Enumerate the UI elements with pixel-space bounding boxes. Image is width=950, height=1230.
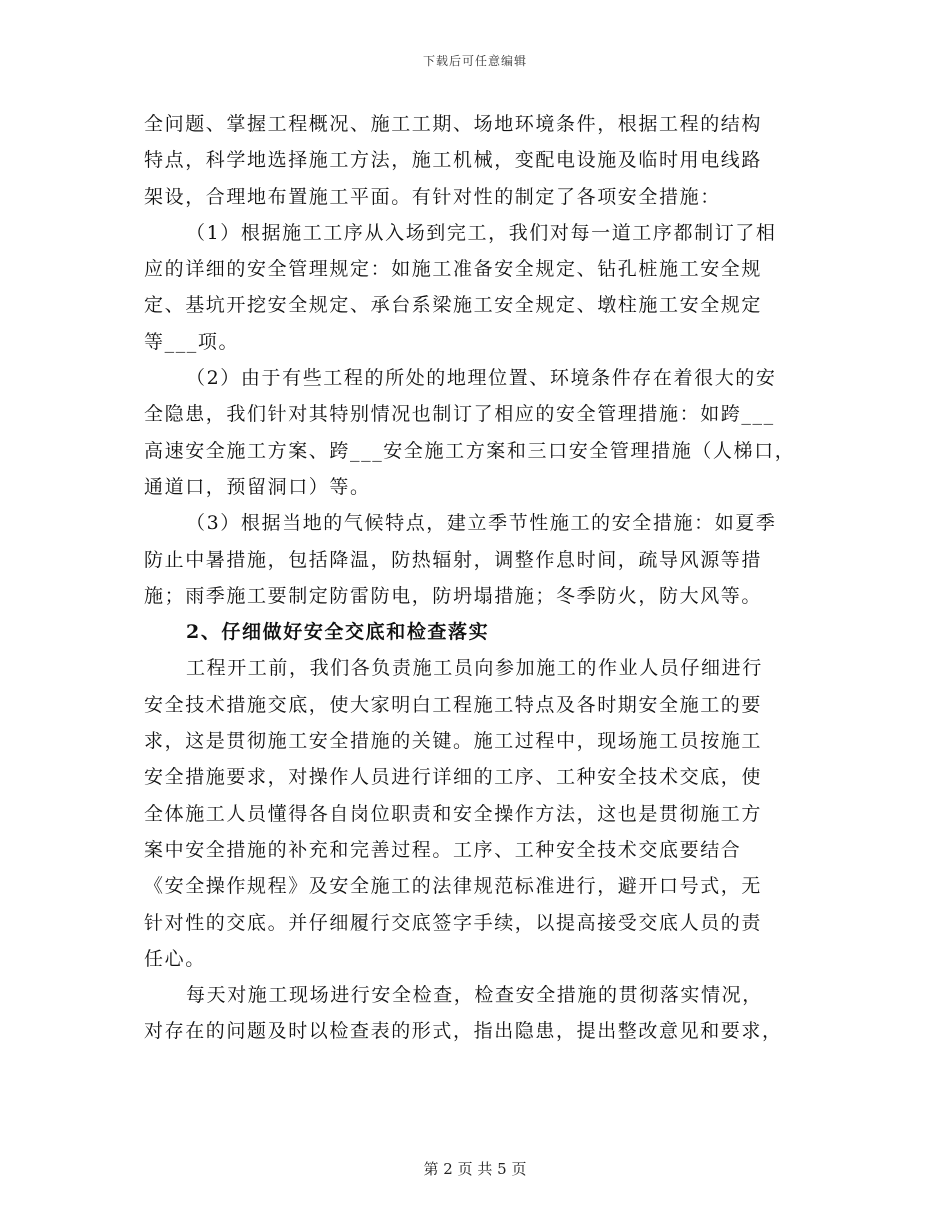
text-line: 工程开工前，我们各负责施工员向参加施工的作业人员仔细进行 bbox=[186, 657, 763, 680]
text-line: 求，这是贯彻施工安全措施的关键。施工过程中，现场施工员按施工 bbox=[144, 730, 763, 753]
text-line: 任心。 bbox=[144, 947, 206, 970]
text-line: 每天对施工现场进行安全检查，检查安全措施的贯彻落实情况， bbox=[186, 984, 763, 1007]
text-line: 施；雨季施工要制定防雷防电，防坍塌措施；冬季防火，防大风等。 bbox=[144, 584, 763, 607]
page-header: 下载后可任意编辑 bbox=[422, 54, 527, 68]
text-line: 全隐患，我们针对其特别情况也制订了相应的安全管理措施：如跨___ bbox=[144, 403, 775, 426]
section-heading: 2、仔细做好安全交底和检查落实 bbox=[186, 621, 490, 644]
text-line: 安全措施要求，对操作人员进行详细的工序、工种安全技术交底，使 bbox=[144, 766, 763, 789]
text-line: （1）根据施工工序从入场到完工，我们对每一道工序都制订了相 bbox=[186, 221, 777, 244]
text-line: 针对性的交底。并仔细履行交底签字手续，以提高接受交底人员的责 bbox=[144, 911, 763, 934]
text-line: （2）由于有些工程的所处的地理位置、环境条件存在着很大的安 bbox=[186, 367, 777, 390]
text-line: 对存在的问题及时以检查表的形式，指出隐患，提出整改意见和要求， bbox=[144, 1020, 783, 1043]
text-line: 等___项。 bbox=[144, 330, 240, 353]
text-line: 防止中暑措施，包括降温，防热辐射，调整作息时间，疏导风源等措 bbox=[144, 548, 763, 571]
document-body bbox=[144, 106, 812, 1050]
text-line: 定、基坑开挖安全规定、承台系梁施工安全规定、墩柱施工安全规定 bbox=[144, 294, 763, 317]
text-line: 案中安全措施的补充和完善过程。工序、工种安全技术交底要结合 bbox=[144, 838, 742, 861]
text-line: 全体施工人员懂得各自岗位职责和安全操作方法，这也是贯彻施工方 bbox=[144, 802, 763, 825]
text-line: 应的详细的安全管理规定：如施工准备安全规定、钻孔桩施工安全规 bbox=[144, 258, 763, 281]
text-line: 高速安全施工方案、跨___安全施工方案和三口安全管理措施（人梯口， bbox=[144, 439, 796, 462]
text-line: （3）根据当地的气候特点，建立季节性施工的安全措施：如夏季 bbox=[186, 512, 777, 535]
page-footer: 第 2 页 共 5 页 bbox=[423, 1160, 527, 1178]
text-line: 架设，合理地布置施工平面。有针对性的制定了各项安全措施： bbox=[144, 185, 721, 208]
text-line: 《安全操作规程》及安全施工的法律规范标准进行，避开口号式，无 bbox=[144, 875, 763, 898]
text-line: 全问题、掌握工程概况、施工工期、场地环境条件，根据工程的结构 bbox=[144, 113, 763, 135]
text-line: 特点，科学地选择施工方法，施工机械，变配电设施及临时用电线路 bbox=[144, 149, 763, 172]
text-line: 通道口，预留洞口）等。 bbox=[144, 475, 371, 498]
text-line: 安全技术措施交底，使大家明白工程施工特点及各时期安全施工的要 bbox=[144, 693, 763, 716]
